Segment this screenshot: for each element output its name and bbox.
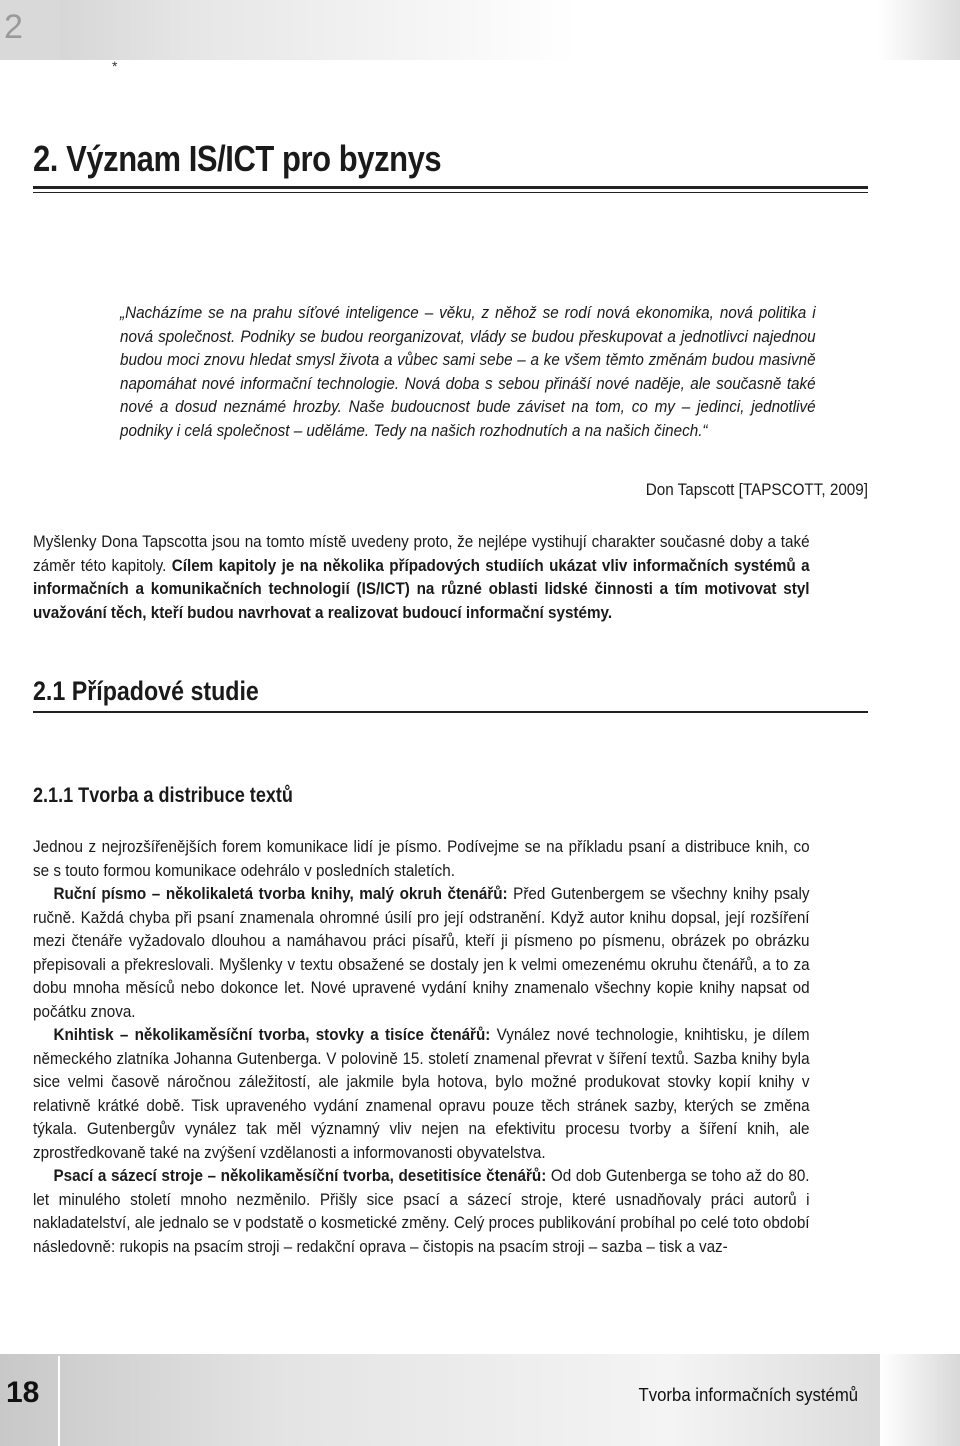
footer-right-edge: [880, 1354, 960, 1446]
header-right-edge: [878, 0, 960, 60]
paragraph-4-text: Od dob Gutenberga se toho až do 80. let minulého století mnoho nezměnilo. Přišly sice psací a sázecí stroje, které usnadňovaly práci autorů i nakladatelství, ale jednalo se v podstatě o kosmetické změny. Celý proces publikování probíhal po celé toto období následovně: rukopis na psacím stroji – redakční oprava – čistopis na psacím stroji – sazba – tisk a vaz-: [33, 1167, 810, 1256]
paragraph-4: [33, 1165, 810, 1259]
paragraph-3-text: Vynález nové technologie, knihtisku, je dílem německého zlatníka Johanna Gutenberga. V polovině 15. století znamenal převrat v šíření textů. Sazba knihy byla sice velmi časově náročnou záležitostí, ale jakmile byla hotova, bylo možné produkovat stovky kopií knihy v relativně krátké době. Tisk upraveného vydání znamenal opravu pouze těch stránek sazby, kterých se změna týkala. Gutenbergův vynález tak měl významný vliv nejen na efektivitu procesu tvorby a šíření knih, ale zprostředkovaně také na zvýšení vzdělanosti a informovanosti obyvatelstva.: [33, 1026, 810, 1162]
paragraph-2-text: Před Gutenbergem se všechny knihy psaly ručně. Každá chyba při psaní znamenala ohromné úsilí pro její odstranění. Když autor knihu dopsal, její rozšíření mezi čtenáře vyžadovalo dlouhou a namáhavou práci písařů, kteří ji písmeno po písmenu, obrázek po obrázku přepisovali a překreslovali. Myšlenky v textu obsažené se dostaly jen k velmi omezenému okruhu čtenářů, a to za dobu mnoha měsíců nebo dokonce let. Nové upravené vydání knihy znamenalo všechny kopie knihy napsat od počátku znova.: [33, 885, 810, 1021]
chapter-tab-number: 2: [4, 8, 23, 46]
section-title: 2.1 Případové studie: [33, 676, 259, 706]
paragraph-3-lead: Knihtisk – několikaměsíční tvorba, stovky a tisíce čtenářů:: [53, 1026, 491, 1044]
intro-paragraph: [33, 531, 810, 625]
intro-text: Myšlenky Dona Tapscotta jsou na tomto místě uvedeny proto, že nejlépe vystihují charakter současné doby a také záměr této kapitoly.: [33, 533, 810, 575]
title-rule: [33, 186, 868, 193]
header-band: [0, 0, 960, 60]
page-number: 18: [6, 1376, 40, 1409]
footer-divider: [58, 1356, 60, 1446]
paragraph-1: Jednou z nejrozšířenějších forem komunikace lidí je písmo. Podívejme se na příkladu psaní a distribuce knih, co se s touto formou komunikace odehrálo v posledních staletích.: [33, 838, 810, 880]
epigraph-quote: „Nacházíme se na prahu síťové inteligence – věku, z něhož se rodí nová ekonomika, nová politika i nová společnost. Podniky se budou reorganizovat, vlády se budou přeskupovat a jednotlivci najednou budou moci znovu hledat smysl života a vůbec sami sebe – a ke všem těmto změnám budou masivně napomáhat nové informační technologie. Nová doba s sebou přináší nové naděje, ale současně také nové a dosud neznámé hrozby. Naše budoucnost bude záviset na tom, co my – jedinci, jednotlivé podniky i celá společnost – uděláme. Tedy na našich rozhodnutích a na našich činech.“: [120, 304, 816, 440]
paragraph-4-lead: Psací a sázecí stroje – několikaměsíční tvorba, desetitisíce čtenářů:: [53, 1167, 547, 1185]
body-text: [33, 836, 810, 1259]
chapter-title: 2. Význam IS/ICT pro byznys: [33, 138, 442, 179]
paragraph-3: [33, 1024, 810, 1165]
paragraph-2-lead: Ruční písmo – několikaletá tvorba knihy, malý okruh čtenářů:: [53, 885, 508, 903]
intro-bold-text: Cílem kapitoly je na několika případových studiích ukázat vliv informačních systémů a informačních a komunikačních technologií (IS/ICT) na různé oblasti lidské činnosti a tím motivovat styl uvažování těch, kteří budou navrhovat a realizovat budoucí informační systémy.: [33, 556, 810, 622]
subsection-title: 2.1.1 Tvorba a distribuce textů: [33, 784, 293, 807]
book-title: Tvorba informačních systémů: [638, 1385, 858, 1405]
paragraph-2: [33, 883, 810, 1024]
asterisk-mark: *: [112, 58, 118, 74]
section-rule: [33, 711, 868, 713]
epigraph-attribution: Don Tapscott [TAPSCOTT, 2009]: [645, 481, 868, 499]
